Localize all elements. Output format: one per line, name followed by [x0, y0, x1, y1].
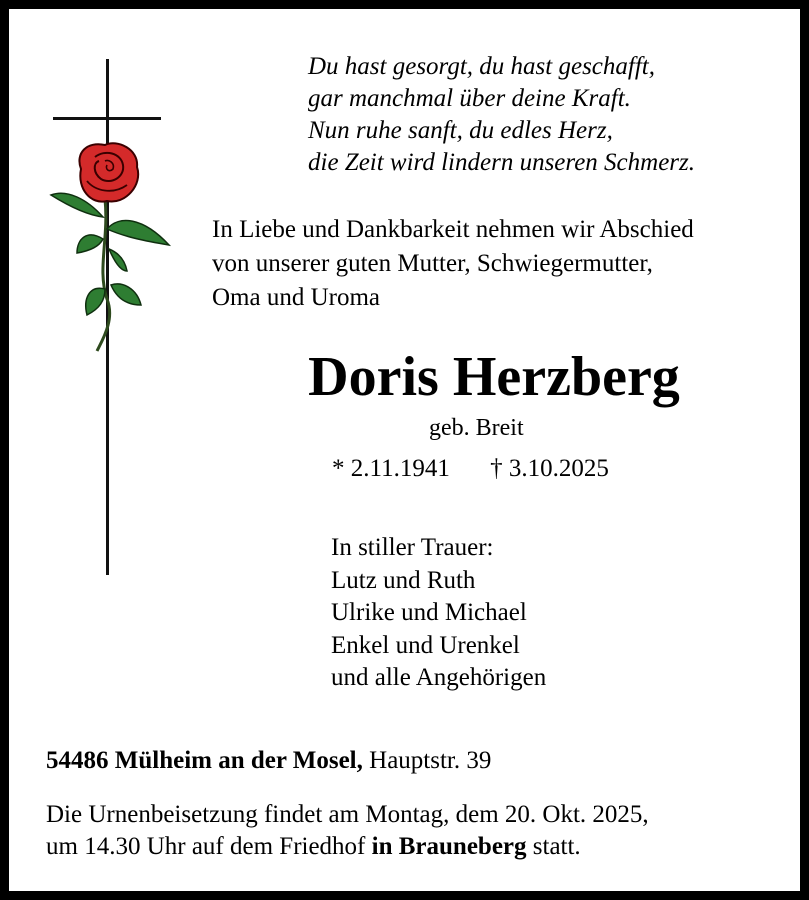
mourners-list: [331, 532, 546, 695]
farewell-intro: [212, 213, 694, 315]
poem-line: Du hast gesorgt, du hast geschafft,: [308, 53, 655, 80]
intro-line: Oma und Uroma: [212, 284, 381, 311]
cross-with-rose-icon: [47, 49, 177, 579]
life-dates: [332, 453, 609, 485]
family-address: [46, 745, 491, 777]
poem-line: gar manchmal über deine Kraft.: [308, 85, 631, 112]
address-street: Hauptstr. 39: [362, 747, 492, 774]
birth-name: geb. Breit: [429, 415, 524, 441]
mourner-entry: Ulrike und Michael: [331, 599, 527, 626]
deceased-name: Doris Herzberg: [308, 346, 680, 408]
notice-text: um 14.30 Uhr auf dem Friedhof: [46, 833, 372, 860]
intro-line: In Liebe und Dankbarkeit nehmen wir Abschied: [212, 216, 694, 243]
notice-text: statt.: [526, 833, 581, 860]
birth-date: * 2.11.1941: [332, 455, 450, 482]
poem-line: die Zeit wird lindern unseren Schmerz.: [308, 149, 695, 176]
address-place: 54486 Mülheim an der Mosel,: [46, 747, 363, 774]
mourner-entry: Lutz und Ruth: [331, 566, 476, 594]
mourner-entry: Enkel und Urenkel: [331, 631, 520, 659]
poem-line: Nun ruhe sanft, du edles Herz,: [308, 117, 613, 144]
notice-line: Die Urnenbeisetzung findet am Montag, dem 20. Okt. 2025,: [46, 801, 649, 828]
mourner-entry: und alle Angehörigen: [331, 664, 547, 691]
notice-line: [46, 831, 649, 863]
intro-line: von unserer guten Mutter, Schwiegermutter,: [212, 250, 653, 277]
burial-notice: [46, 799, 649, 863]
memorial-poem: [308, 51, 695, 179]
death-date: † 3.10.2025: [490, 455, 609, 482]
mourners-heading: In stiller Trauer:: [331, 534, 494, 561]
cemetery-location: in Brauneberg: [371, 833, 527, 860]
